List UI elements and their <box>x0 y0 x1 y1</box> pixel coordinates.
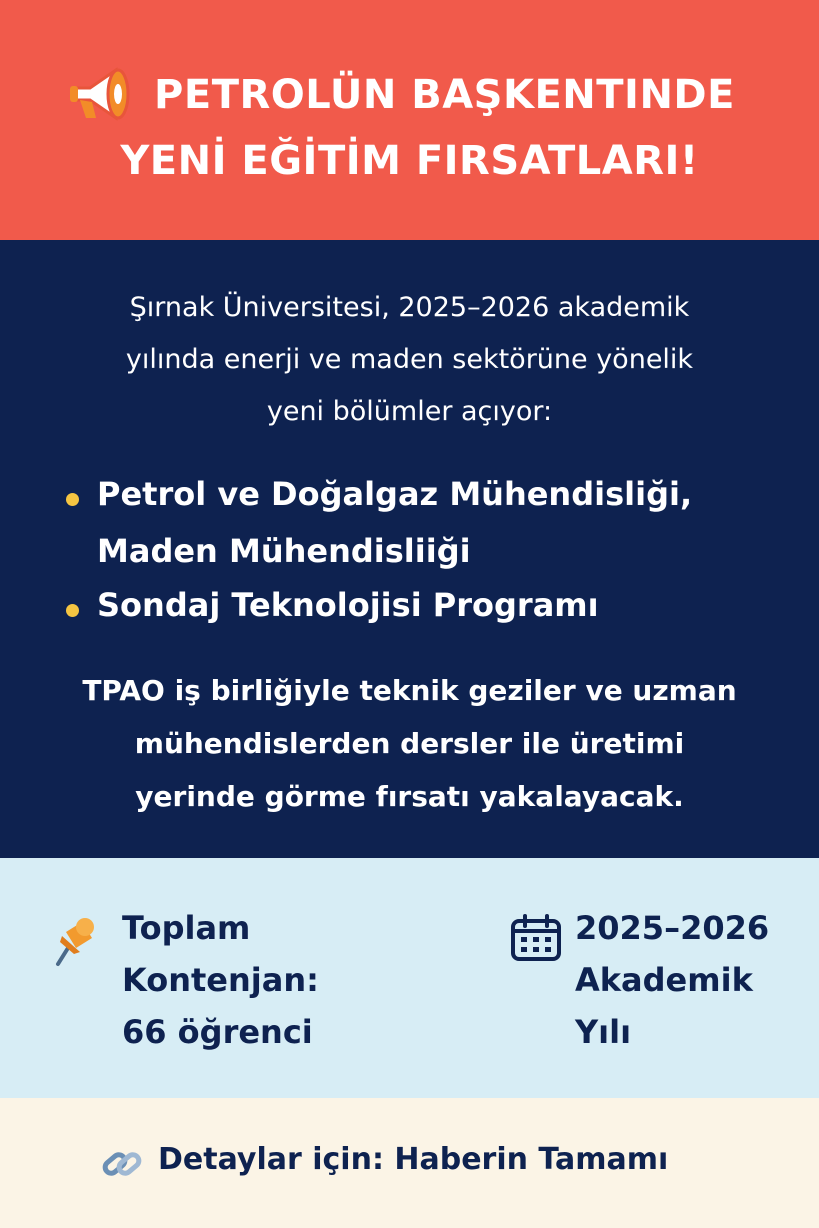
bullet-dot <box>66 493 79 506</box>
info-section <box>0 858 819 1098</box>
quota-line-2: Kontenjan: <box>122 961 319 999</box>
year-line-1: 2025–2026 <box>575 909 770 947</box>
year-line-2: Akademik <box>575 961 753 999</box>
program-item-1-line-2: Maden Mühendisliiği <box>97 532 471 570</box>
title-line-2: YENİ EĞİTİM FIRSATLARI! <box>120 138 699 184</box>
closing-line-1: TPAO iş birliğiyle teknik geziler ve uzman <box>82 674 737 707</box>
quota-value: 66 öğrenci <box>122 1013 313 1051</box>
main-section <box>0 240 819 858</box>
footer-section <box>0 1098 819 1228</box>
details-link[interactable]: Detaylar için: Haberin Tamamı <box>158 1142 669 1177</box>
program-item-1-line-1: Petrol ve Doğalgaz Mühendisliği, <box>97 475 693 513</box>
link-icon <box>100 1144 144 1184</box>
calendar-icon <box>510 914 562 962</box>
program-item-2: Sondaj Teknolojisi Programı <box>97 586 599 624</box>
pushpin-icon <box>52 914 100 968</box>
intro-line-2: yılında enerji ve maden sektörüne yönelik <box>125 344 694 375</box>
closing-line-3: yerinde görme fırsatı yakalayacak. <box>135 780 684 813</box>
intro-line-1: Şırnak Üniversitesi, 2025–2026 akademik <box>129 292 690 323</box>
closing-line-2: mühendislerden dersler ile üretimi <box>134 727 685 760</box>
quota-line-1: Toplam <box>122 909 251 947</box>
intro-line-3: yeni bölümler açıyor: <box>266 396 553 427</box>
header-banner <box>0 0 819 240</box>
bullet-dot <box>66 604 79 617</box>
title-line-1: PETROLÜN BAŞKENTINDE <box>154 72 735 118</box>
year-line-3: Yılı <box>575 1013 632 1051</box>
